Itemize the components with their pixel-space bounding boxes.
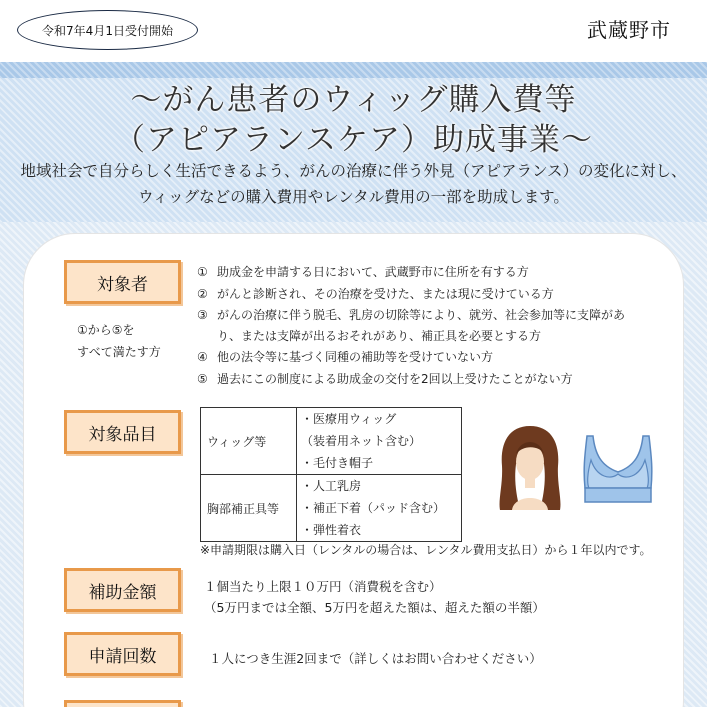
deadline-footnote: ※申請期限は購入日（レンタルの場合は、レンタル費用支払日）から１年以内です。: [200, 543, 652, 557]
applications-text: １人につき生涯2回まで（詳しくはお問い合わせください）: [209, 651, 542, 666]
amount-label: 補助金額: [64, 568, 181, 612]
table-row: [201, 408, 462, 475]
subitem: ・人工乳房: [301, 479, 362, 493]
condition-number: ④: [197, 350, 208, 364]
wig-icon: [496, 424, 564, 510]
condition-number: ⑤: [197, 372, 208, 386]
condition-text: がんの治療に伴う脱毛、乳房の切除等により、就労、社会参加等に支障があ: [217, 308, 626, 322]
subitem: ・補正下着（パッド含む）: [301, 501, 446, 515]
subitem: ・弾性着衣: [301, 523, 362, 537]
item-subitems: [297, 408, 462, 475]
condition-2: [197, 285, 554, 303]
condition-number: ①: [197, 265, 208, 279]
next-section-label: [64, 700, 181, 707]
applications-label: 申請回数: [64, 632, 181, 676]
top-bar: [0, 0, 707, 62]
page-title-line1: ～がん患者のウィッグ購入費等: [130, 82, 577, 118]
condition-number: ②: [197, 287, 208, 301]
item-category: ウィッグ等: [201, 408, 297, 475]
city-name: 武蔵野市: [587, 18, 671, 42]
amount-line2: （5万円までは全額、5万円を超えた額は、超えた額の半額）: [204, 600, 545, 615]
amount-line1: １個当たり上限１０万円（消費税を含む）: [204, 579, 442, 594]
eligibility-note-line1: ①から⑤を: [77, 323, 135, 337]
condition-5: [197, 370, 573, 388]
condition-3-continued: り、または支障が出るおそれがあり、補正具を必要とする方: [217, 329, 542, 343]
subitem: （装着用ネット含む）: [301, 434, 422, 448]
table-row: [201, 475, 462, 542]
condition-text: 他の法令等に基づく同種の補助等を受けていない方: [217, 350, 494, 364]
subtitle-line1: 地域社会で自分らしく生活できるよう、がんの治療に伴う外見（アピアランス）の変化に対し、: [20, 162, 687, 180]
items-label: 対象品目: [64, 410, 181, 454]
condition-4: [197, 348, 493, 366]
subitem: ・医療用ウィッグ: [301, 412, 397, 426]
item-subitems: [297, 475, 462, 542]
subtitle-line2: ウィッグなどの購入費用やレンタル費用の一部を助成します。: [138, 188, 569, 206]
condition-text: 過去にこの制度による助成金の交付を2回以上受けたことがない方: [217, 372, 573, 386]
bra-icon: [579, 432, 657, 512]
date-badge: 令和7年4月1日受付開始: [17, 10, 198, 50]
eligibility-label: 対象者: [64, 260, 181, 304]
condition-1: [197, 263, 529, 281]
item-category: 胸部補正具等: [201, 475, 297, 542]
page-title-line2: （アピアランスケア）助成事業～: [113, 122, 594, 158]
subitem: ・毛付き帽子: [301, 456, 374, 470]
condition-number: ③: [197, 308, 208, 322]
condition-3: [197, 306, 625, 324]
condition-text: がんと診断され、その治療を受けた、または現に受けている方: [217, 287, 554, 301]
eligibility-note-line2: すべて満たす方: [77, 345, 161, 359]
items-table: [200, 407, 462, 542]
condition-text: 助成金を申請する日において、武蔵野市に住所を有する方: [217, 265, 529, 279]
